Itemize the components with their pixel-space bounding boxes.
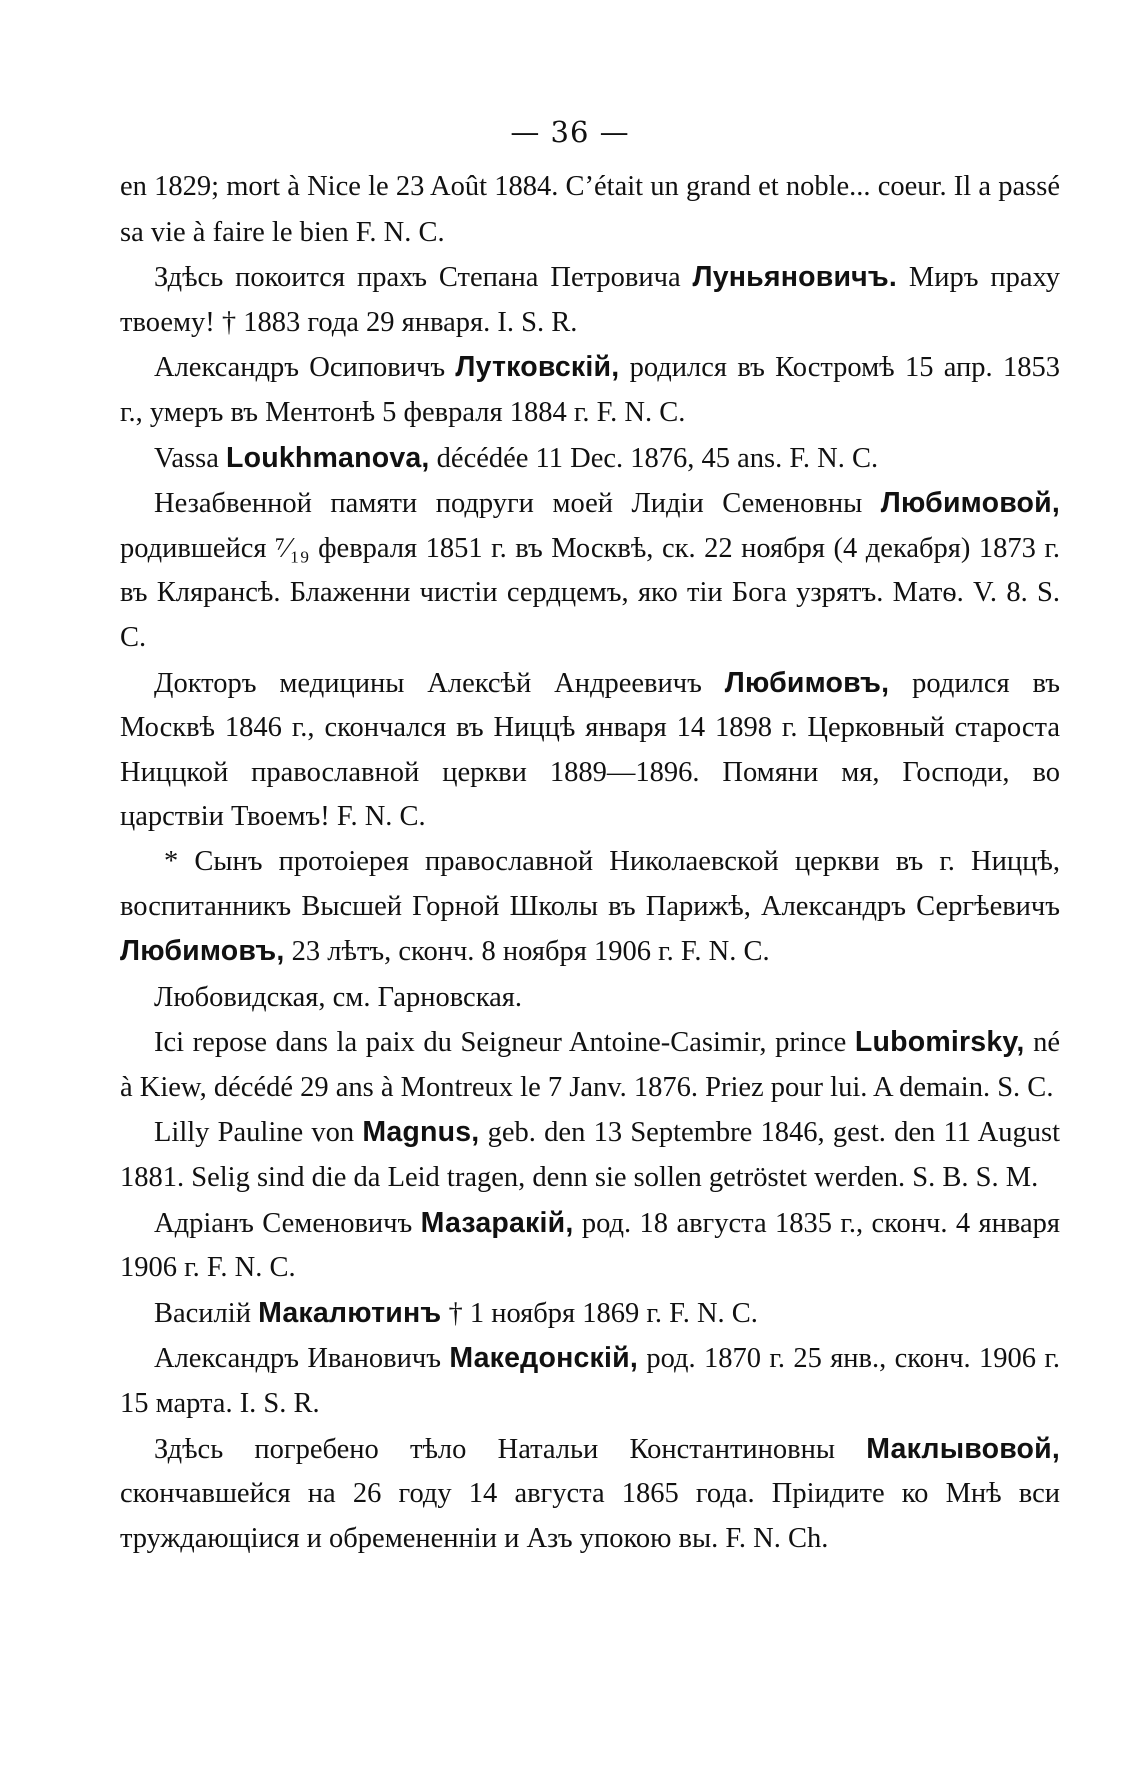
entry: [120, 481, 1060, 660]
surname: Лутковскій,: [455, 351, 620, 384]
surname: Макалютинъ: [258, 1296, 442, 1329]
entry: [120, 436, 1060, 482]
entry-text: родился въ Костромѣ 15 апр. 1853 г., умеръ въ Ментонѣ 5 февраля 1884 г. F. N. C.: [120, 352, 1060, 428]
entry: [120, 345, 1060, 435]
entry-text: Vassa: [154, 442, 227, 474]
entry-text: род. 18 августа 1835 г., сконч. 4 января 1906 г. F. N. C.: [120, 1207, 1060, 1284]
entry: [120, 1020, 1060, 1110]
entry: [120, 661, 1060, 840]
entry-text: Незабвенной памяти подруги моей Лидіи Семеновны: [154, 488, 881, 520]
entry-text: 23 лѣтъ, сконч. 8 ноября 1906 г. F. N. C.: [284, 936, 770, 968]
entry-text: décédée 11 Dec. 1876, 45 ans. F. N. C.: [429, 442, 879, 474]
entry-text: скончавшейся на 26 году 14 августа 1865 года. Пріидите ко Мнѣ вси труждающіися и обремененніи и Азъ упокою вы. F. N. Ch.: [120, 1478, 1060, 1554]
entry-text: родился въ Москвѣ 1846 г., скончался въ Ниццѣ января 14 1898 г. Церковный староста Ниццкой православной церкви 1889—1896. Помяни мя, Господи, во царствіи Твоемъ! F. N. C.: [120, 667, 1060, 833]
entry-text: Здѣсь погребено тѣло Натальи Константиновны: [154, 1433, 867, 1465]
entry-text: Докторъ медицины Алексѣй Андреевичъ: [154, 667, 725, 699]
entry-text: Любовидская, см. Гарновская.: [154, 981, 522, 1013]
page-number: — 36 —: [510, 115, 630, 149]
entry-text: Здѣсь покоится прахъ Степана Петровича: [154, 262, 693, 294]
entry: [120, 1201, 1060, 1291]
surname: Любимовъ,: [724, 666, 890, 699]
entry-text: geb. den 13 Septembre 1846, gest. den 11 August 1881. Selig sind die da Leid tragen, denn sie sollen getröstet werden. S. B. S. M.: [120, 1117, 1060, 1194]
entry-text: Миръ праху твоему! † 1883 года 29 января. I. S. R.: [120, 262, 1060, 338]
entry: [120, 165, 1060, 255]
entry-text: né à Kiew, décédé 29 ans à Montreux le 7 Janv. 1876. Priez pour lui. A demain. S. C.: [120, 1027, 1060, 1103]
surname: Маклывовой,: [866, 1432, 1060, 1465]
surname: Македонскій,: [449, 1342, 638, 1375]
entry: [120, 1291, 1060, 1337]
entry-text: en 1829; mort à Nice le 23 Août 1884. C’était un grand et noble... coeur. Il a passé sa vie à faire le bien F. N. C.: [120, 171, 1060, 248]
entry: [120, 1110, 1060, 1200]
entry-text: Адріанъ Семеновичъ: [154, 1207, 421, 1239]
surname: Lubomirsky,: [854, 1026, 1025, 1059]
entry: [120, 840, 1060, 975]
entry: [120, 1427, 1060, 1562]
entry: [120, 1336, 1060, 1426]
surname: Любимовъ,: [120, 935, 285, 968]
entry-list: [120, 165, 1060, 1561]
surname: Луньяновичъ.: [692, 261, 898, 294]
entry-text: * Сынъ протоіерея православной Николаевской церкви въ г. Ниццѣ, воспитанникъ Высшей Горной Школы въ Парижѣ, Александръ Сергѣевичъ: [120, 845, 1060, 922]
entry-text: род. 1870 г. 25 янв., сконч. 1906 г. 15 марта. I. S. R.: [120, 1343, 1060, 1420]
entry-text: Lilly Pauline von: [154, 1117, 363, 1149]
entry-text: Василій: [154, 1297, 259, 1329]
entry-text: Александръ Осиповичъ: [154, 352, 456, 384]
surname: Любимовой,: [880, 487, 1060, 520]
entry-text: родившейся ⁷⁄₁₉ февраля 1851 г. въ Москвѣ, ск. 22 ноября (4 декабря) 1873 г. въ Клярансѣ. Блаженни чистіи сердцемъ, яко тіи Бога узрятъ. Матѳ. V. 8. S. C.: [120, 532, 1060, 653]
surname: Magnus,: [362, 1116, 480, 1149]
entry-text: † 1 ноября 1869 г. F. N. C.: [441, 1297, 758, 1329]
surname: Мазаракій,: [420, 1206, 574, 1239]
entry-text: Александръ Ивановичъ: [154, 1343, 450, 1375]
entry: [120, 255, 1060, 345]
entry-text: Ici repose dans la paix du Seigneur Antoine-Casimir, prince: [154, 1027, 855, 1059]
surname: Loukhmanova,: [226, 441, 430, 474]
entry: [120, 975, 1060, 1021]
